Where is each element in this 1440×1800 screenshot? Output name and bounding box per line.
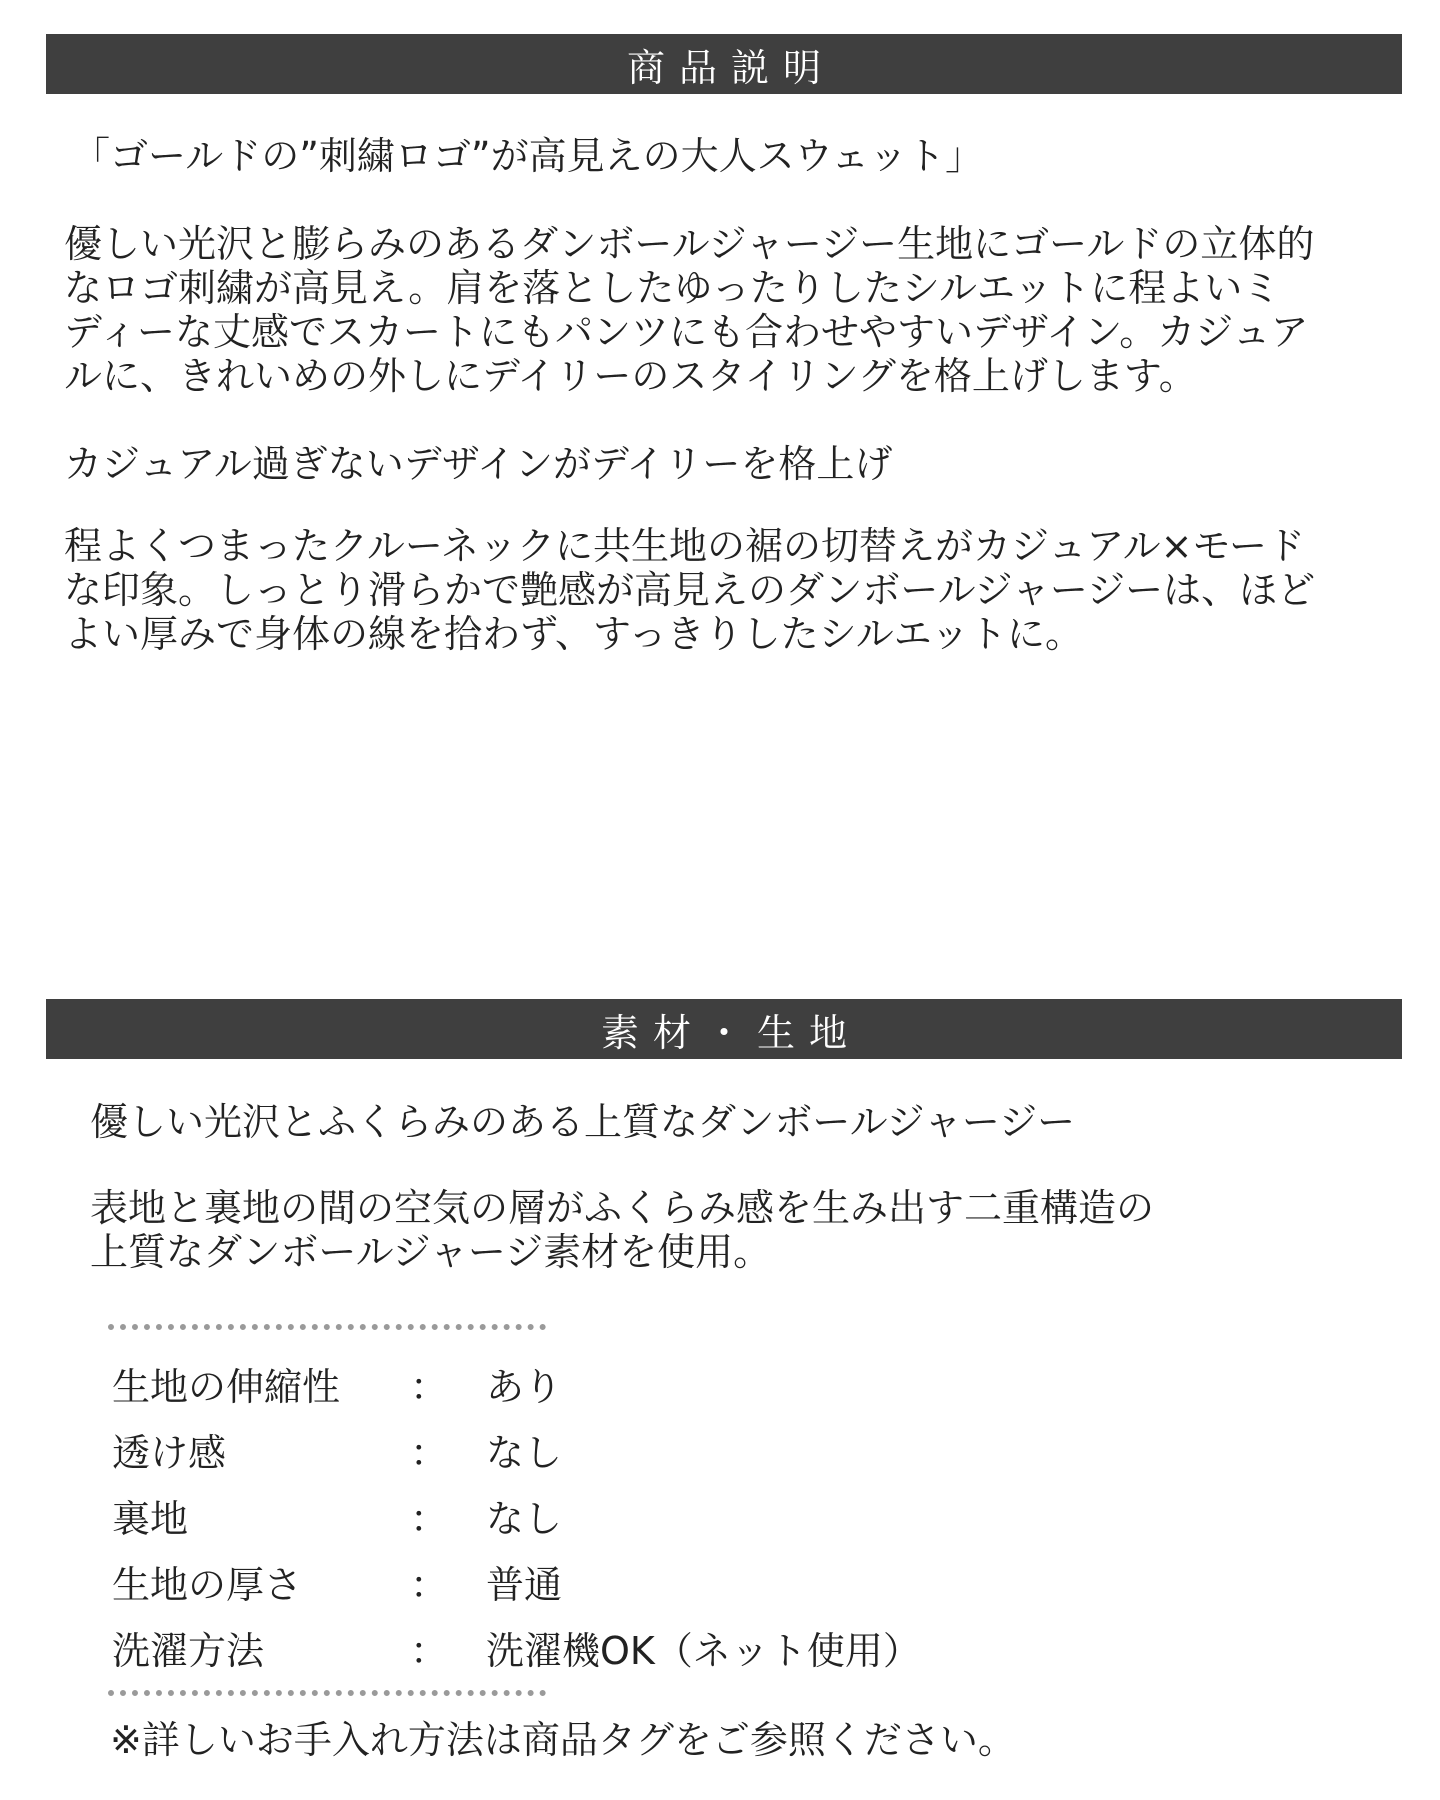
description-sub-heading: カジュアル過ぎないデザインがデイリーを格上げ xyxy=(64,442,893,486)
description-body xyxy=(64,222,1314,398)
spec-value: 洗濯機OK（ネット使用） xyxy=(486,1629,921,1673)
description-line: 優しい光沢と膨らみのあるダンボールジャージー生地にゴールドの立体的 xyxy=(64,222,1315,266)
material-line: 表地と裏地の間の空気の層がふくらみ感を生み出す二重構造の xyxy=(90,1186,1155,1230)
spec-separator: ： xyxy=(410,1365,449,1409)
spec-value: 普通 xyxy=(486,1563,563,1607)
description-line: 程よくつまったクルーネックに共生地の裾の切替えがカジュアル×モード xyxy=(64,524,1306,568)
spec-separator: ： xyxy=(410,1431,449,1475)
spec-divider-bottom xyxy=(108,1690,546,1696)
spec-label: 透け感 xyxy=(112,1431,227,1475)
material-line: 上質なダンボールジャージ素材を使用。 xyxy=(90,1230,772,1274)
spec-value: あり xyxy=(486,1365,563,1409)
description-line: な印象。しっとり滑らかで艶感が高見えのダンボールジャージーは、ほど xyxy=(64,568,1316,612)
description-section-header xyxy=(46,34,1402,94)
spec-separator: ： xyxy=(410,1629,449,1673)
spec-row-washing xyxy=(112,1626,1012,1676)
description-section-title: 商品説明 xyxy=(626,45,835,90)
material-section-title: 素材・生地 xyxy=(600,1010,861,1055)
material-section-header xyxy=(46,999,1402,1059)
care-note: ※詳しいお手入れ方法は商品タグをご参照ください。 xyxy=(110,1718,1016,1762)
spec-label: 洗濯方法 xyxy=(112,1629,265,1673)
spec-divider-top xyxy=(108,1324,546,1330)
spec-label: 裏地 xyxy=(112,1497,189,1541)
description-line: ディーな丈感でスカートにもパンツにも合わせやすいデザイン。カジュア xyxy=(64,310,1309,354)
spec-value: なし xyxy=(486,1431,563,1475)
spec-row-sheerness xyxy=(112,1428,1012,1478)
spec-separator: ： xyxy=(410,1563,449,1607)
spec-row-thickness xyxy=(112,1560,1012,1610)
material-intro: 優しい光沢とふくらみのある上質なダンボールジャージー xyxy=(90,1100,1076,1144)
spec-separator: ： xyxy=(410,1497,449,1541)
spec-row-stretch xyxy=(112,1362,1012,1412)
description-line: なロゴ刺繍が高見え。肩を落としたゆったりしたシルエットに程よいミ xyxy=(64,266,1281,310)
description-line: よい厚みで身体の線を拾わず、すっきりしたシルエットに。 xyxy=(64,612,1083,656)
product-headline: 「ゴールドの”刺繍ロゴ”が高見えの大人スウェット」 xyxy=(72,134,984,178)
spec-label: 生地の伸縮性 xyxy=(112,1365,341,1409)
material-body xyxy=(90,1186,1154,1274)
spec-value: なし xyxy=(486,1497,563,1541)
spec-row-lining xyxy=(112,1494,1012,1544)
description-line: ルに、きれいめの外しにデイリーのスタイリングを格上げします。 xyxy=(64,354,1197,398)
description-body-2 xyxy=(64,524,1315,656)
spec-label: 生地の厚さ xyxy=(112,1563,303,1607)
